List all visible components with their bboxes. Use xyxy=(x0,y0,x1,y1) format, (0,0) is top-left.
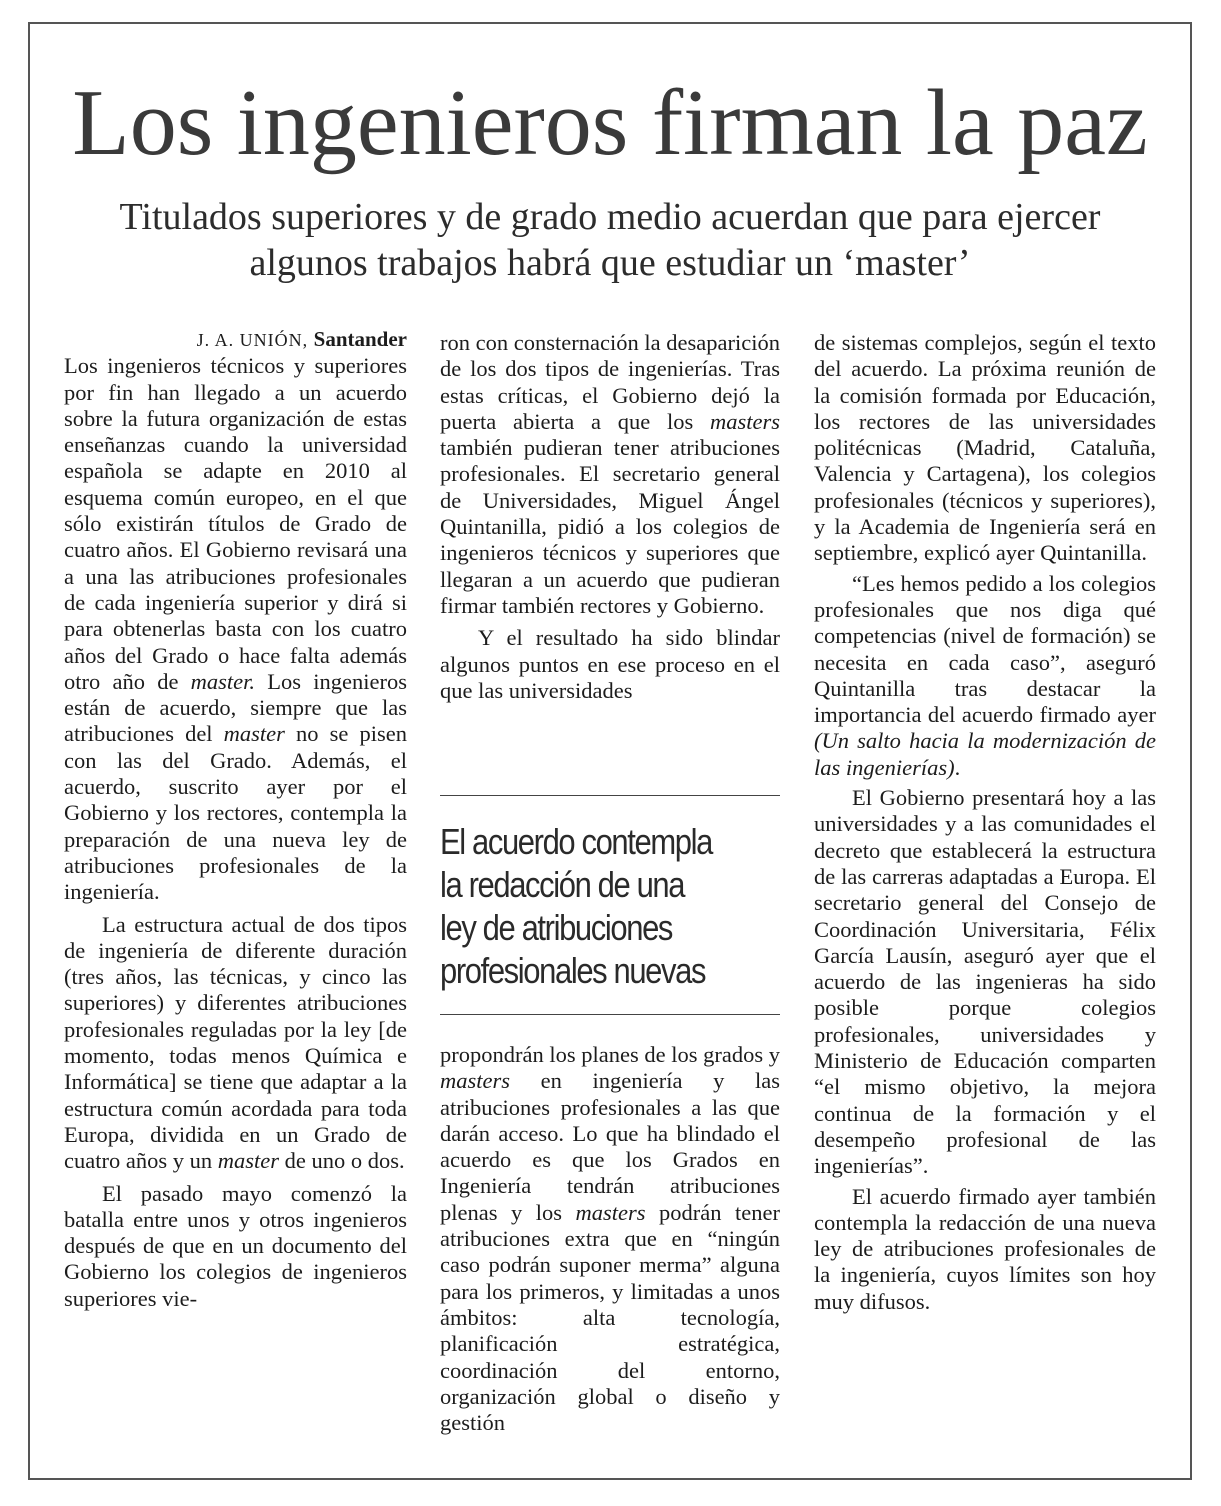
column-1 xyxy=(64,326,407,1312)
subheadline xyxy=(30,194,1190,286)
byline-author: J. A. UNIÓN, xyxy=(196,330,309,350)
paragraph: La estructura actual de dos tipos de ingeniería de diferente duración (tres años, las técnicas, y cinco las superiores) y diferentes atribuciones profesionales reguladas por la ley [de momento, todas menos Química e Informática] se tiene que adaptar a la estructura común acordada para toda Europa, dividida en un Grado de cuatro años y un master de uno o dos. xyxy=(64,911,407,1174)
byline-city: Santander xyxy=(313,327,407,351)
column-3 xyxy=(814,330,1156,1315)
paragraph: El Gobierno presentará hoy a las universidades y a las comunidades el decreto que establecerá la estructura de las carreras adaptadas a Europa. El secretario general del Consejo de Coordinación Universitaria, Félix García Lausín, aseguró ayer que el acuerdo de las ingenieras ha sido posible porque colegios profesionales, universidades y Ministerio de Educación comparten “el mismo objetivo, la mejora continua de la formación y el desempeño profesional de las ingenierías”. xyxy=(814,785,1156,1179)
paragraph: El pasado mayo comenzó la batalla entre unos y otros ingenieros después de que en un documento del Gobierno los colegios de ingenieros superiores vie- xyxy=(64,1180,407,1311)
pull-quote-top-rule xyxy=(440,795,780,796)
pull-quote-line: la redacción de una xyxy=(440,864,685,905)
subheadline-line-1: Titulados superiores y de grado medio acuerdan que para ejercer xyxy=(119,196,1101,238)
pull-quote-line: profesionales nuevas xyxy=(440,950,706,991)
paragraph: Los ingenieros técnicos y superiores por fin han llegado a un acuerdo sobre la futura organización de estas enseñanzas cuando la universidad española se adapte en 2010 al esquema común europeo, en el que sólo existirán títulos de Grado de cuatro años. El Gobierno revisará una a una las atribuciones profesionales de cada ingeniería superior y dirá si para obtenerlas basta con los cuatro años del Grado o hace falta además otro año de master. Los ingenieros están de acuerdo, siempre que las atribuciones del master no se pisen con las del Grado. Además, el acuerdo, suscrito ayer por el Gobierno y los rectores, contempla la preparación de una nueva ley de atribuciones profesionales de la ingeniería. xyxy=(64,353,407,905)
column-2-bottom xyxy=(440,1042,780,1436)
subheadline-line-2: algunos trabajos habrá que estudiar un ‘master’ xyxy=(249,242,971,284)
byline xyxy=(64,326,407,353)
paragraph: “Les hemos pedido a los colegios profesionales que nos diga qué competencias (nivel de formación) se necesita en cada caso”, aseguró Quintanilla tras destacar la importancia del acuerdo firmado ayer (Un salto hacia la modernización de las ingenierías). xyxy=(814,570,1156,780)
column-2-top xyxy=(440,330,780,704)
paragraph: propondrán los planes de los grados y masters en ingeniería y las atribuciones profesionales a las que darán acceso. Lo que ha blindado el acuerdo es que los Grados en Ingeniería tendrán atribuciones plenas y los masters podrán tener atribuciones extra que en “ningún caso podrán suponer merma” alguna para los primeros, y limitadas a unos ámbitos: alta tecnología, planificación estratégica, coordinación del entorno, organización global o diseño y gestión xyxy=(440,1042,780,1436)
pull-quote-bottom-rule xyxy=(440,1014,780,1015)
paragraph: ron con consternación la desaparición de los dos tipos de ingenierías. Tras estas críticas, el Gobierno dejó la puerta abierta a que los masters también pudieran tener atribuciones profesionales. El secretario general de Universidades, Miguel Ángel Quintanilla, pidió a los colegios de ingenieros técnicos y superiores que llegaran a un acuerdo que pudieran firmar también rectores y Gobierno. xyxy=(440,330,780,618)
pull-quote-line: ley de atribuciones xyxy=(440,907,673,948)
headline: Los ingenieros firman la paz xyxy=(72,71,1148,175)
pull-quote xyxy=(440,820,784,992)
paragraph: Y el resultado ha sido blindar algunos puntos en ese proceso en el que las universidades xyxy=(440,625,780,703)
pull-quote-line: El acuerdo contempla xyxy=(440,821,712,862)
paragraph: de sistemas complejos, según el texto del acuerdo. La próxima reunión de la comisión formada por Educación, los rectores de las universidades politécnicas (Madrid, Cataluña, Valencia y Cartagena), los colegios profesionales (técnicos y superiores), y la Academia de Ingeniería será en septiembre, explicó ayer Quintanilla. xyxy=(814,330,1156,566)
paragraph: El acuerdo firmado ayer también contempla la redacción de una nueva ley de atribuciones profesionales de la ingeniería, cuyos límites son hoy muy difusos. xyxy=(814,1183,1156,1314)
